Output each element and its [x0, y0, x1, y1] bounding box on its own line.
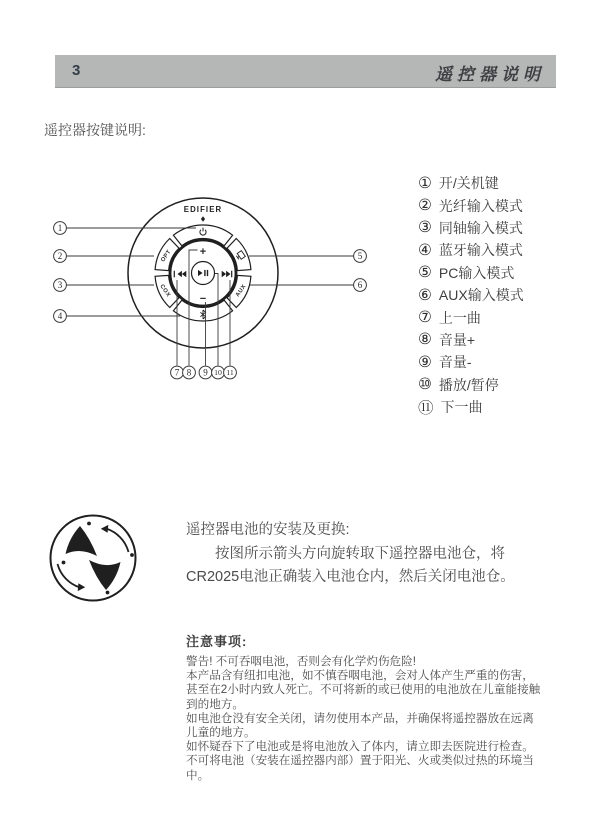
optical-label: OPT [160, 249, 173, 264]
svg-text:1: 1 [57, 223, 63, 233]
svg-text:11: 11 [226, 368, 234, 378]
callout-6 [354, 279, 367, 292]
battery-cover-diagram [45, 510, 141, 606]
page-number: 3 [72, 62, 81, 79]
pc-icon [236, 251, 246, 261]
battery-cover-outline [51, 516, 136, 601]
item-label: 音量+ [438, 331, 476, 348]
callout-10 [212, 366, 225, 379]
battery-line-2: CR2025电池正确装入电池仓内，然后关闭电池仓。 [186, 569, 515, 585]
item-number: ② [418, 197, 432, 215]
item-number: ⑥ [418, 286, 432, 304]
brand-logo-text: EDIFIER [183, 205, 223, 214]
play-pause-circle [192, 262, 215, 285]
previous-track-icon [174, 271, 187, 278]
item-number: ④ [418, 241, 432, 259]
item-number: ⑪ [418, 400, 434, 418]
list-item [418, 374, 524, 396]
battery-line-1: 按图所示箭头方向旋转取下遥控器电池仓，将 [215, 545, 505, 562]
item-label: AUX输入模式 [438, 287, 524, 304]
callout-4 [54, 310, 67, 323]
battery-title: 遥控器电池的安装及更换: [186, 522, 350, 538]
lock-dot [87, 522, 91, 526]
list-item [418, 396, 524, 418]
list-item [418, 351, 524, 373]
notice-line: 警告! 不可吞咽电池，否则会有化学灼伤危险! [186, 655, 416, 668]
lock-dot [106, 591, 110, 595]
item-label: 播放/暂停 [438, 376, 499, 393]
remote-diagram [40, 160, 380, 410]
item-number: ① [418, 174, 432, 192]
next-track-icon [222, 271, 233, 278]
item-number: ⑩ [418, 376, 432, 394]
item-label: 光纤输入模式 [438, 197, 523, 214]
svg-text:5: 5 [357, 251, 363, 261]
svg-text:7: 7 [174, 367, 180, 378]
item-number: ⑤ [418, 264, 432, 282]
notice-title: 注意事项: [186, 634, 248, 649]
page-header-bar [55, 55, 556, 88]
callout-8 [183, 366, 196, 379]
item-label: 上一曲 [438, 309, 481, 326]
notice-line: 不可将电池（安装在遥控器内部）置于阳光、火或类似过热的环境当 [186, 754, 534, 768]
notice-line: 本产品含有纽扣电池，如不慎吞咽电池，会对人体产生严重的伤害， [186, 669, 534, 683]
item-label: 下一曲 [440, 399, 483, 416]
play-pause-icon [198, 270, 208, 276]
callout-1 [54, 222, 67, 235]
item-number: ⑨ [418, 353, 432, 371]
notice-line: 中。 [186, 768, 210, 782]
power-icon [200, 228, 206, 235]
notice-line: 甚至在2小时内致人死亡。不可将新的或已使用的电池放在儿童能接触 [186, 683, 541, 697]
notice-line: 儿童的地方。 [186, 726, 256, 740]
callout-2 [54, 250, 67, 263]
list-item [418, 217, 524, 239]
svg-text:10: 10 [214, 368, 222, 378]
callout-9 [199, 366, 212, 379]
svg-text:4: 4 [57, 311, 63, 321]
coaxial-label: COX [158, 283, 172, 299]
brand-logo-icon [201, 216, 205, 222]
svg-text:8: 8 [186, 367, 192, 378]
callout-3 [54, 279, 67, 292]
intro-caption: 遥控器按键说明: [44, 122, 146, 138]
lock-dot [130, 553, 134, 557]
notice-line: 如怀疑吞下了电池或是将电池放入了体内，请立即去医院进行检查。 [186, 740, 534, 754]
callout-7 [171, 366, 184, 379]
svg-text:2: 2 [57, 251, 63, 261]
svg-text:3: 3 [57, 280, 63, 290]
cover-wedge-top-left [66, 526, 98, 556]
list-item [418, 194, 524, 216]
page-title: 遥控器说明 [435, 65, 545, 84]
battery-instructions [186, 519, 566, 590]
aux-label: AUX [234, 283, 248, 299]
callout-11 [224, 366, 237, 379]
item-label: 开/关机键 [438, 175, 499, 192]
key-description-list [418, 172, 524, 418]
svg-text:9: 9 [203, 367, 208, 378]
callout-5 [354, 250, 367, 263]
cover-wedge-bottom-right [89, 560, 121, 590]
item-label: 音量- [438, 354, 472, 371]
item-number: ⑧ [418, 331, 432, 349]
list-item [418, 239, 524, 261]
bluetooth-icon [200, 310, 205, 319]
item-label: PC输入模式 [438, 264, 515, 281]
list-item [418, 284, 524, 306]
volume-down-button: − [199, 293, 207, 305]
item-number: ③ [418, 219, 432, 237]
list-item [418, 262, 524, 284]
item-label: 蓝牙输入模式 [438, 242, 523, 259]
list-item [418, 172, 524, 194]
notice-line: 到的地方。 [186, 697, 244, 711]
svg-text:6: 6 [357, 280, 363, 290]
lock-dot [62, 561, 66, 565]
notice-line: 如电池仓没有安全关闭，请勿使用本产品，并确保将遥控器放在远离 [186, 711, 534, 725]
volume-up-button: + [199, 246, 207, 258]
list-item [418, 306, 524, 328]
list-item [418, 329, 524, 351]
item-number: ⑦ [418, 309, 432, 327]
notice-section [186, 631, 540, 783]
item-label: 同轴输入模式 [438, 219, 523, 236]
